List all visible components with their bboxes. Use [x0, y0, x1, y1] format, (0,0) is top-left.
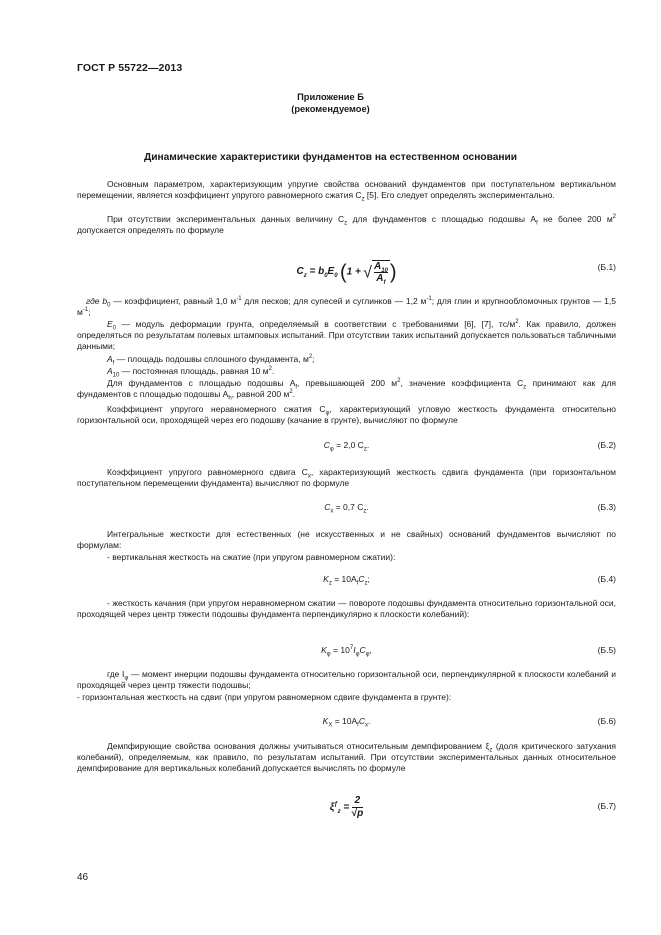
formula-b3-number: (Б.3) — [597, 502, 616, 512]
formula-b6-body: $K_X = 10A_fC_x$. — [322, 716, 371, 729]
formula-b4-body: $K_z = 10A_fC_z$; — [323, 574, 370, 587]
formula-b4-number: (Б.4) — [597, 574, 616, 584]
paragraph-vertical-stiffness: - вертикальная жесткость на сжатие (при упругом равномерном сжатии): — [107, 552, 396, 562]
paragraph-horizontal-stiffness: - горизонтальная жесткость на сдвиг (при упругом равномерном сдвиге фундамента в грунте): — [77, 692, 452, 702]
formula-b3 — [77, 502, 616, 516]
formula-b2-number: (Б.2) — [597, 440, 616, 450]
formula-b6-number: (Б.6) — [597, 716, 616, 726]
formula-b1 — [77, 256, 616, 286]
formula-b5 — [77, 645, 616, 659]
formula-b1-body: $C_z = b_0E_0$ (1 + √ $\frac{A_{10}}{A_f}$ ) — [296, 261, 397, 286]
paragraph-large-foundations: Для фундаментов с площадью подошвы $A_f$, превышающей 200 $м^2$, значение коэффициента $C_z$ принимают как для фундаментов с площадью подошвы $A_h$, равной 200 $м^2$. — [77, 378, 617, 402]
definition-i-phi: где $I_\varphi$ — момент инерции подошвы фундамента относительно горизонтальной оси, перпендикулярной к плоскости колебаний и проходящей через центр тяжести подошвы; — [77, 669, 616, 691]
formula-b2-body: $C_\varphi = 2,0$ $C_z$. — [323, 440, 370, 453]
definition-e0: $E_0$ — модуль деформации грунта, определяемый в соответствии с требованиями [6], [7], $тс/м^2$. Как правило, должен определяться по результатам полевых штамповых испытаний. При отсутствии таких испытаний допускается пользоваться табличными данными; — [77, 319, 616, 352]
appendix-title: Приложение Б — [297, 92, 364, 102]
formula-b5-number: (Б.5) — [597, 645, 616, 655]
paragraph-c-phi: Коэффициент упругого неравномерного сжатия $C_\varphi$, характеризующий угловую жесткость фундамента относительно горизонтальной оси, проходящей через его подошву (качание в грунте), вычисляют по формуле — [77, 404, 616, 426]
b7-fraction: $\frac{2}{√p}$ — [351, 795, 364, 819]
section-title: Динамические характеристики фундаментов на естественном основании — [143, 152, 518, 163]
sqrt-fraction: $\frac{A_{10}}{A_f}$ — [373, 261, 388, 286]
appendix-subtitle: (рекомендуемое) — [291, 104, 370, 114]
formula-b6 — [77, 716, 616, 730]
definition-a10: $A_{10}$ — постоянная площадь, равная 10 $м^2$. — [107, 366, 275, 379]
paragraph-damping: Демпфирующие свойства основания должны учитываться относительным демпфированием $\xi_z$ (доля критического затухания колебаний), определяемым, как правило, по результатам испытаний. При отсутствии экспериментальных данных относительное демпфирование для вертикальных колебаний допускается вычислять по формуле — [77, 741, 616, 774]
paragraph-rocking-stiffness: - жесткость качания (при упругом неравномерном сжатии — повороте подошвы фундамента относительно горизонтальной оси, проходящей через центр тяжести подошвы фундамента перпендикулярно к плоскости колебаний): — [77, 598, 616, 620]
paragraph-no-experimental: При отсутствии экспериментальных данных величину $C_z$ для фундаментов с площадью подошвы $A_f$ не более 200 $м^2$ допускается определять по формуле — [77, 214, 617, 236]
formula-b7-number: (Б.7) — [597, 801, 616, 811]
formula-b4 — [77, 574, 616, 588]
formula-b5-body: $K_\varphi = 10^7I_\varphi C_\varphi$, — [321, 645, 372, 658]
formula-b3-body: $C_x = 0,7$ $C_z$. — [324, 502, 369, 515]
definition-b0: где $b_0$ — коэффициент, равный 1,0 $м^{-1}$ для песков; для супесей и суглинков — 1,2 $м^{-1}$; для глин и крупнообломочных грунтов — 1,5 $м^{-1}$; — [77, 296, 616, 318]
paragraph-c-x: Коэффициент упругого равномерного сдвига $C_x$, характеризующий жесткость сдвига фундамента (при горизонтальном поступательном перемещении фундамента) вычисляют по формуле — [77, 467, 616, 489]
formula-b2 — [77, 440, 616, 454]
definition-af: $A_f$ — площадь подошвы сплошного фундамента, $м^2$; — [107, 354, 315, 367]
formula-b7 — [77, 795, 616, 823]
standard-header: ГОСТ Р 55722—2013 — [77, 62, 183, 74]
formula-b1-number: (Б.1) — [597, 262, 616, 272]
paragraph-integral-stiffness: Интегральные жесткости для естественных (не искусственных и не свайных) оснований фундаментов вычисляют по формулам: — [77, 529, 616, 551]
page-number: 46 — [77, 872, 89, 883]
formula-b7-body: $\xi^ƒ_z$ = $\frac{2}{√p}$ — [329, 795, 364, 819]
paragraph-intro: Основным параметром, характеризующим упругие свойства оснований фундаментов при поступательном вертикальном перемещении, является коэффициент упругого равномерного сжатия $C_z$ [5]. Его следует определять экспериментально. — [77, 179, 616, 203]
